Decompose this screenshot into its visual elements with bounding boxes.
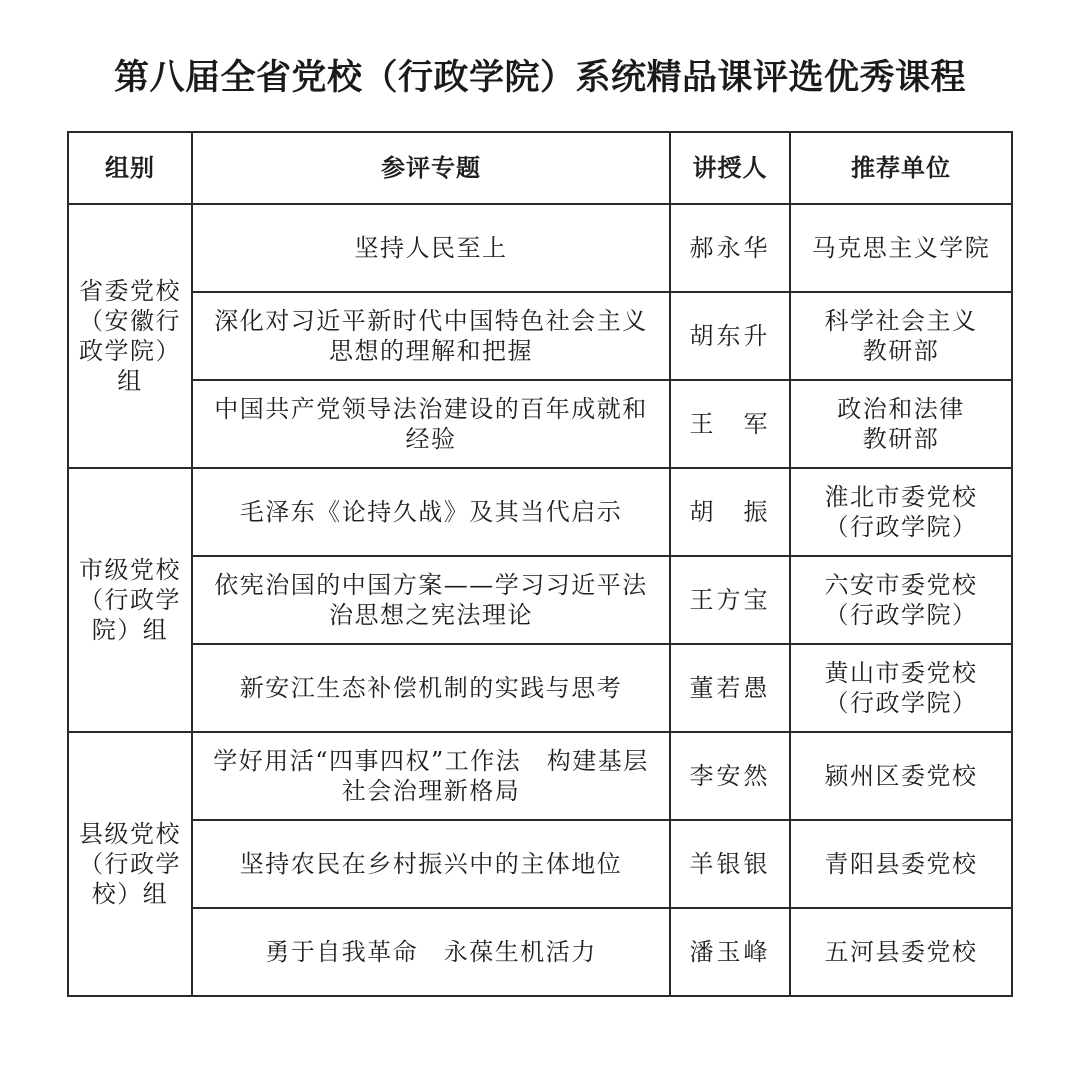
lecturer-name: 郝永华 [689,234,771,262]
table-row [68,204,1012,292]
unit-name: 黄山市委党校（行政学院） [824,659,978,717]
lecturer-name: 李安然 [689,762,771,790]
topic-cell [192,292,670,380]
lecturer-name: 董若愚 [689,674,771,702]
unit-cell [790,468,1012,556]
unit-name: 政治和法律教研部 [837,395,965,453]
unit-name: 颍州区委党校 [824,762,978,790]
unit-cell [790,204,1012,292]
header-unit: 推荐单位 [790,132,1012,204]
lecturer-cell [670,380,790,468]
topic-text: 坚持农民在乡村振兴中的主体地位 [239,850,623,878]
table-row [68,908,1012,996]
lecturer-name: 潘玉峰 [689,938,771,966]
header-lecturer: 讲授人 [670,132,790,204]
lecturer-cell [670,204,790,292]
courses-table [67,131,1013,997]
table-row [68,292,1012,380]
topic-text: 坚持人民至上 [354,234,508,262]
lecturer-name: 胡东升 [689,322,771,350]
table-row [68,732,1012,820]
group-name: 省委党校（安徽行政学院）组 [79,277,181,395]
unit-name: 马克思主义学院 [811,234,991,262]
table-row [68,644,1012,732]
lecturer-cell [670,292,790,380]
topic-cell [192,732,670,820]
lecturer-cell [670,732,790,820]
topic-cell [192,908,670,996]
unit-cell [790,820,1012,908]
lecturer-cell [670,468,790,556]
topic-cell [192,820,670,908]
lecturer-name: 王 军 [689,410,771,438]
lecturer-cell [670,908,790,996]
header-topic: 参评专题 [192,132,670,204]
topic-text: 毛泽东《论持久战》及其当代启示 [239,498,623,526]
topic-text: 勇于自我革命 永葆生机活力 [265,938,597,966]
lecturer-name: 王方宝 [689,586,771,614]
table-row [68,468,1012,556]
unit-name: 五河县委党校 [824,938,978,966]
group-name: 市级党校（行政学院）组 [79,556,181,644]
lecturer-name: 胡 振 [689,498,771,526]
unit-name: 六安市委党校（行政学院） [824,571,978,629]
header-row [68,132,1012,204]
lecturer-cell [670,644,790,732]
unit-cell [790,380,1012,468]
unit-cell [790,644,1012,732]
topic-text: 学好用活“四事四权”工作法 构建基层社会治理新格局 [213,747,649,805]
topic-cell [192,468,670,556]
topic-text: 深化对习近平新时代中国特色社会主义思想的理解和把握 [214,307,648,365]
unit-name: 青阳县委党校 [824,850,978,878]
topic-text: 新安江生态补偿机制的实践与思考 [239,674,623,702]
topic-cell [192,556,670,644]
unit-cell [790,556,1012,644]
group-cell [68,468,192,732]
table-row [68,820,1012,908]
lecturer-cell [670,556,790,644]
table-row [68,556,1012,644]
page-title: 第八届全省党校（行政学院）系统精品课评选优秀课程 [113,58,966,98]
table-row [68,380,1012,468]
topic-cell [192,380,670,468]
unit-name: 淮北市委党校（行政学院） [824,483,978,541]
unit-cell [790,732,1012,820]
group-cell [68,204,192,468]
lecturer-name: 羊银银 [689,850,771,878]
unit-cell [790,292,1012,380]
group-name: 县级党校（行政学校）组 [79,820,181,908]
group-cell [68,732,192,996]
header-group: 组别 [68,132,192,204]
topic-cell [192,204,670,292]
lecturer-cell [670,820,790,908]
topic-text: 依宪治国的中国方案——学习习近平法治思想之宪法理论 [214,571,648,629]
topic-text: 中国共产党领导法治建设的百年成就和经验 [214,395,648,453]
unit-name: 科学社会主义教研部 [824,307,978,365]
unit-cell [790,908,1012,996]
topic-cell [192,644,670,732]
